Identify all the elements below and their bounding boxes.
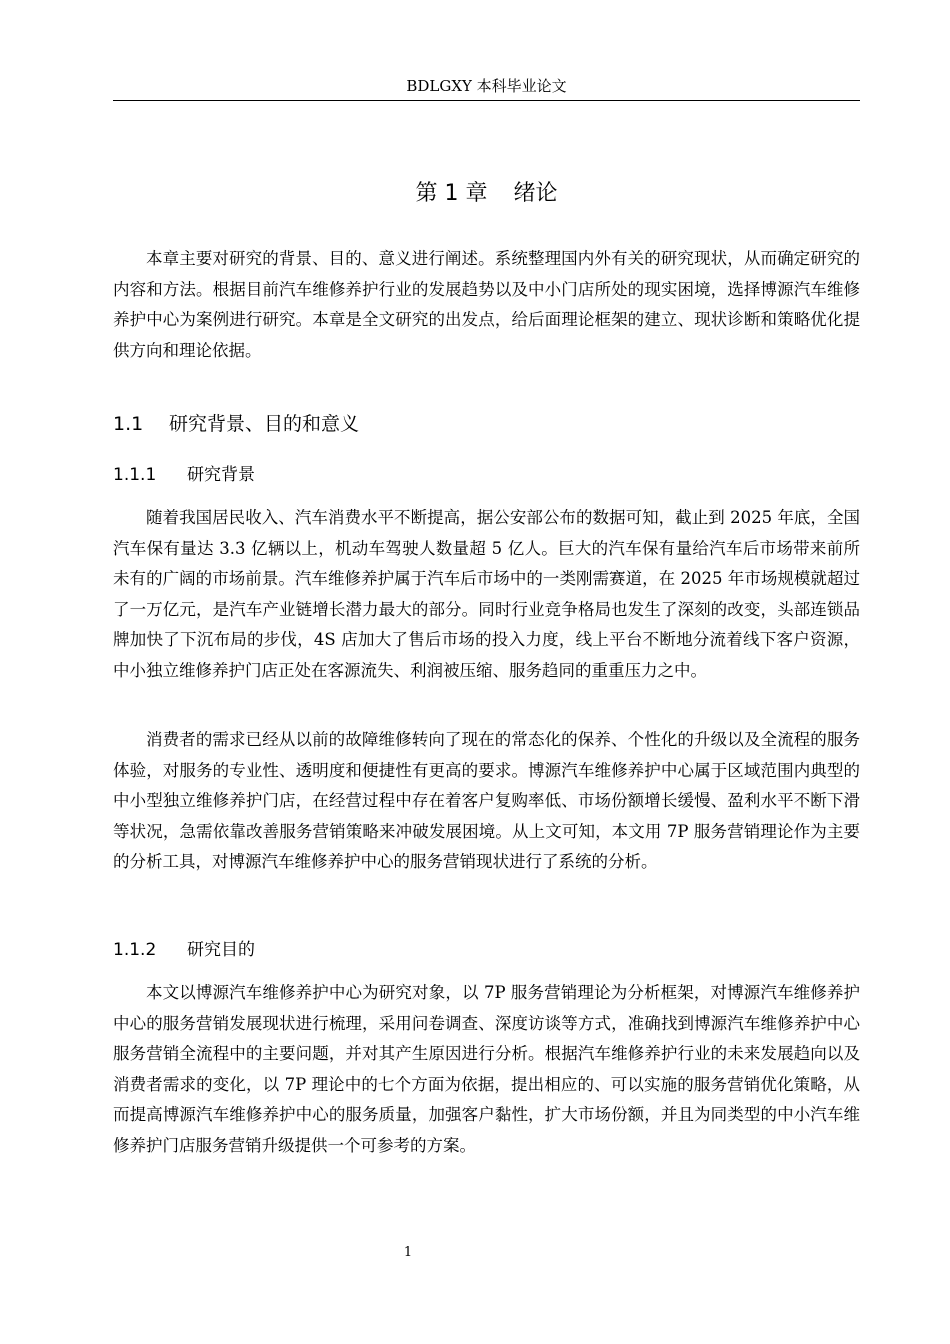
- intro-paragraph: 本章主要对研究的背景、目的、意义进行阐述。系统整理国内外有关的研究现状，从而确定研究的内容和方法。根据目前汽车维修养护行业的发展趋势以及中小门店所处的现实困境，选择博源汽车维修养护中心为案例进行研究。本章是全文研究的出发点，给后面理论框架的建立、现状诊断和策略优化提供方向和理论依据。: [113, 249, 860, 360]
- running-header: BDLGXY 本科毕业论文: [406, 77, 567, 95]
- subsection-number: 1.1.1: [113, 465, 157, 485]
- section-number: 1.1: [113, 413, 144, 435]
- chapter-number: 第 1 章: [415, 181, 488, 206]
- subsection-number: 1.1.2: [113, 940, 157, 960]
- subsection-title: 研究目的: [187, 940, 255, 960]
- header-rule: [113, 100, 860, 101]
- subsection-title: 研究背景: [187, 465, 255, 485]
- page-number: 1: [403, 1245, 413, 1260]
- section-title: 研究背景、目的和意义: [169, 413, 360, 435]
- subsection-heading-1-1-2: [113, 935, 860, 965]
- section-heading-1-1: [113, 409, 860, 439]
- body-paragraph: 消费者的需求已经从以前的故障维修转向了现在的常态化的保养、个性化的升级以及全流程的服务体验，对服务的专业性、透明度和便捷性有更高的要求。博源汽车维修养护中心属于区域范围内典型的中小型独立维修养护门店，在经营过程中存在着客户复购率低、市场份额增长缓慢、盈利水平不断下滑等状况，急需依靠改善服务营销策略来冲破发展困境。从上文可知，本文用 7P 服务营销理论作为主要的分析工具，对博源汽车维修养护中心的服务营销现状进行了系统的分析。: [113, 730, 860, 871]
- body-paragraph: 随着我国居民收入、汽车消费水平不断提高，据公安部公布的数据可知，截止到 2025 年底，全国汽车保有量达 3.3 亿辆以上，机动车驾驶人数量超 5 亿人。巨大的汽车保有量给汽车后市场带来前所未有的广阔的市场前景。汽车维修养护属于汽车后市场中的一类刚需赛道，在 2025 年市场规模就超过了一万亿元，是汽车产业链增长潜力最大的部分。同时行业竞争格局也发生了深刻的改变，头部连锁品牌加快了下沉布局的步伐，4S 店加大了售后市场的投入力度，线上平台不断地分流着线下客户资源，中小独立维修养护门店正处在客源流失、利润被压缩、服务趋同的重重压力之中。: [113, 508, 860, 680]
- chapter-name: 绪论: [513, 181, 558, 206]
- chapter-title: [113, 177, 860, 211]
- subsection-heading-1-1-1: [113, 460, 860, 490]
- body-paragraph: 本文以博源汽车维修养护中心为研究对象，以 7P 服务营销理论为分析框架，对博源汽车维修养护中心的服务营销发展现状进行梳理，采用问卷调查、深度访谈等方式，准确找到博源汽车维修养护中心服务营销全流程中的主要问题，并对其产生原因进行分析。根据汽车维修养护行业的未来发展趋向以及消费者需求的变化，以 7P 理论中的七个方面为依据，提出相应的、可以实施的服务营销优化策略，从而提高博源汽车维修养护中心的服务质量，加强客户黏性，扩大市场份额，并且为同类型的中小汽车维修养护门店服务营销升级提供一个可参考的方案。: [113, 983, 860, 1155]
